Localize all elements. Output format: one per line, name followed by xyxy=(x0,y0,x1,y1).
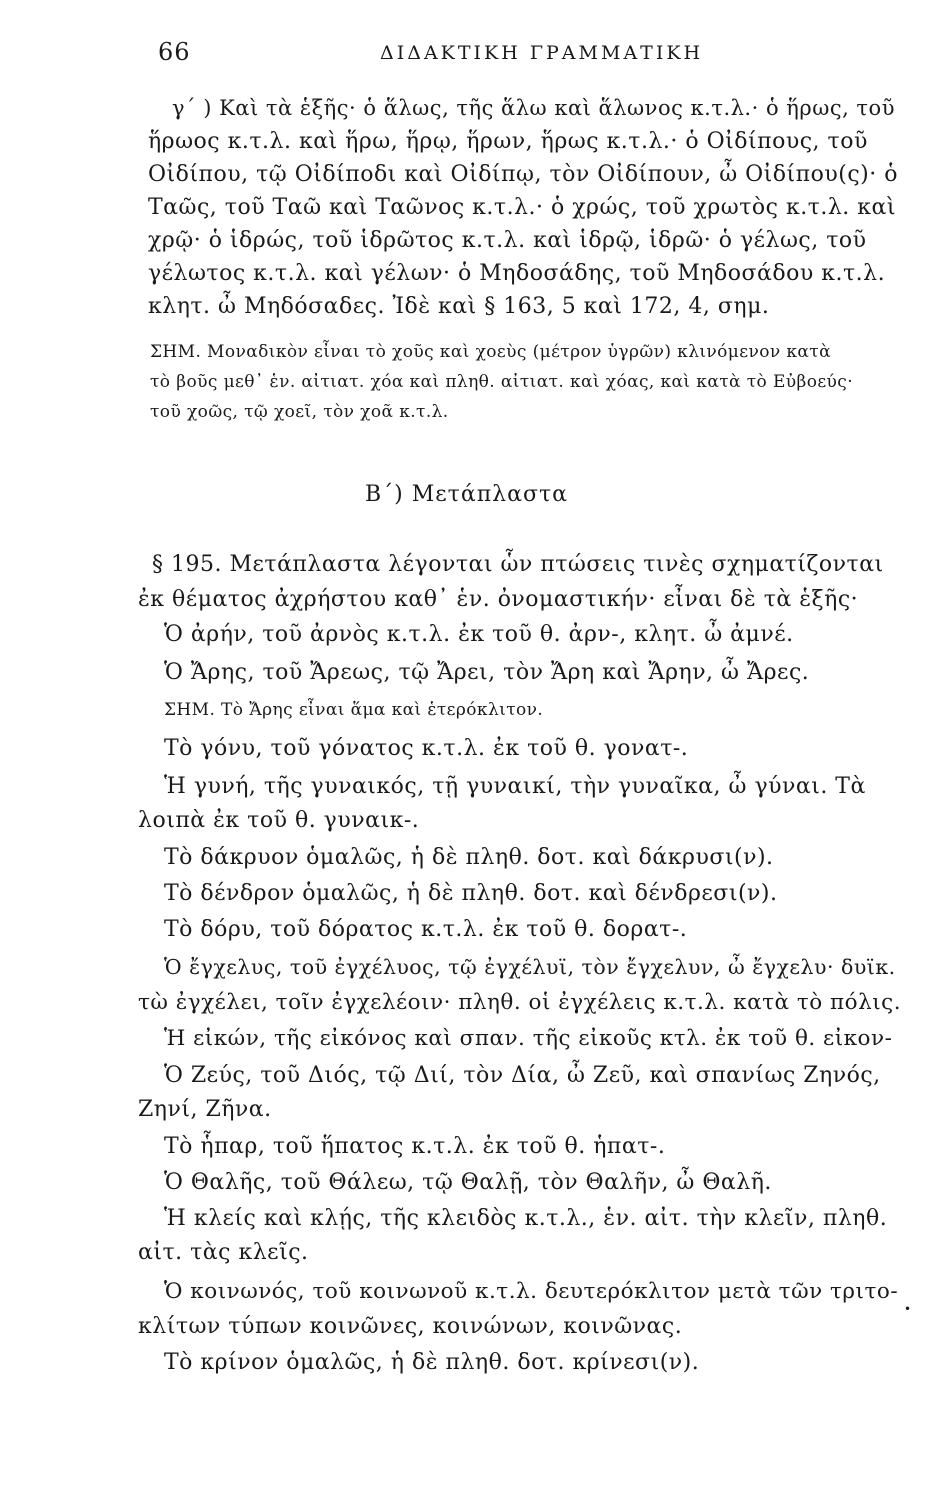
paragraph-line: ἐκ θέματος ἀχρήστου καθ᾽ ἑν. ὀνομαστικήν· εἶναι δὲ τὰ ἑξῆς· xyxy=(138,587,859,612)
entry-line: Ὁ Θαλῆς, τοῦ Θάλεω, τῷ Θαλῇ, τὸν Θαλῆν, ὦ Θαλῆ. xyxy=(164,1170,772,1195)
paragraph-line: Ὁ Ἄρης, τοῦ Ἄρεως, τῷ Ἄρει, τὸν Ἄρη καὶ Ἄρην, ὦ Ἄρες. xyxy=(164,660,810,685)
section-title: Β΄) Μετάπλαστα xyxy=(365,482,568,507)
note-line: ΣΗΜ. Τὸ Ἄρης εἶναι ἅμα καὶ ἑτερόκλιτον. xyxy=(164,700,544,720)
entry-line: Ὁ Ζεύς, τοῦ Διός, τῷ Διί, τὸν Δία, ὦ Ζεῦ, καὶ σπανίως Ζηνός, xyxy=(164,1063,881,1088)
text-line: γ΄ ) Καὶ τὰ ἑξῆς· ὁ ἅλως, τῆς ἅλω καὶ ἅλωνος κ.τ.λ.· ὁ ἥρως, τοῦ xyxy=(172,96,895,120)
running-title: ΔΙΔΑΚΤΙΚΗ ΓΡΑΜΜΑΤΙΚΗ xyxy=(380,42,704,64)
page-number: 66 xyxy=(158,38,191,66)
entry-line: Ζηνί, Ζῆνα. xyxy=(138,1097,272,1122)
entry-line: Τὸ δάκρυον ὁμαλῶς, ἡ δὲ πληθ. δοτ. καὶ δάκρυσι(ν). xyxy=(164,845,774,870)
text-line: ἥρωος κ.τ.λ. καὶ ἥρω, ἥρῳ, ἥρων, ἥρως κ.τ.λ.· ὁ Οἰδίπους, τοῦ xyxy=(148,129,868,154)
entry-line: Τὸ δένδρον ὁμαλῶς, ἡ δὲ πληθ. δοτ. καὶ δένδρεσι(ν). xyxy=(164,881,778,906)
paragraph-line: § 195. Μετάπλαστα λέγονται ὧν πτώσεις τινὲς σχηματίζονται xyxy=(152,552,884,577)
text-line: γέλωτος κ.τ.λ. καὶ γέλων· ὁ Μηδοσάδης, τοῦ Μηδοσάδου κ.τ.λ. xyxy=(148,261,886,286)
note-line: ΣΗΜ. Μοναδικὸν εἶναι τὸ χοῦς καὶ χοεὺς (μέτρον ὑγρῶν) κλινόμενον κατὰ xyxy=(150,342,831,362)
entry-line: αἰτ. τὰς κλεῖς. xyxy=(138,1240,309,1265)
paragraph-line: Ὁ ἀρήν, τοῦ ἀρνὸς κ.τ.λ. ἐκ τοῦ θ. ἀρν-, κλητ. ὦ ἀμνέ. xyxy=(164,622,794,647)
entry-line: Τὸ γόνυ, τοῦ γόνατος κ.τ.λ. ἐκ τοῦ θ. γονατ-. xyxy=(164,736,689,761)
entry-line: Ἡ εἰκών, τῆς εἰκόνος καὶ σπαν. τῆς εἰκοῦς κτλ. ἐκ τοῦ θ. εἰκον- xyxy=(164,1026,893,1051)
entry-line: κλίτων τύπων κοινῶνες, κοινώνων, κοινῶνας. xyxy=(138,1314,683,1339)
page-header xyxy=(0,38,933,78)
entry-line: Τὸ κρίνον ὁμαλῶς, ἡ δὲ πληθ. δοτ. κρίνεσι(ν). xyxy=(164,1350,700,1375)
entry-line: Τὸ ἧπαρ, τοῦ ἥπατος κ.τ.λ. ἐκ τοῦ θ. ἡπατ-. xyxy=(164,1134,666,1159)
note-line: τὸ βοῦς μεθ᾽ ἑν. αἰτιατ. χόα καὶ πληθ. αἰτιατ. καὶ χόας, καὶ κατὰ τὸ Εὐβοεύς· xyxy=(150,372,854,392)
entry-line: Ἡ κλείς καὶ κλῄς, τῆς κλειδὸς κ.τ.λ., ἑν. αἰτ. τὴν κλεῖν, πληθ. xyxy=(164,1206,888,1231)
text-line: χρῷ· ὁ ἱδρώς, τοῦ ἱδρῶτος κ.τ.λ. καὶ ἱδρῷ, ἱδρῶ· ὁ γέλως, τοῦ xyxy=(148,228,867,253)
entry-line: Ἡ γυνή, τῆς γυναικός, τῇ γυναικί, τὴν γυναῖκα, ὦ γύναι. Τὰ xyxy=(164,774,866,799)
entry-line: τὼ ἐγχέλει, τοῖν ἐγχελέοιν· πληθ. οἱ ἐγχέλεις κ.τ.λ. κατὰ τὸ πόλις. xyxy=(138,990,902,1015)
entry-line: λοιπὰ ἐκ τοῦ θ. γυναικ-. xyxy=(138,808,420,833)
margin-mark: • xyxy=(904,1302,912,1316)
text-line: κλητ. ὦ Μηδόσαδες. Ἰδὲ καὶ § 163, 5 καὶ 172, 4, σημ. xyxy=(148,294,770,319)
note-line: τοῦ χοῶς, τῷ χοεῖ, τὸν χοᾶ κ.τ.λ. xyxy=(150,402,449,422)
text-line: Ταῶς, τοῦ Ταῶ καὶ Ταῶνος κ.τ.λ.· ὁ χρώς, τοῦ χρωτὸς κ.τ.λ. καὶ xyxy=(148,195,897,220)
entry-line: Ὁ ἔγχελυς, τοῦ ἐγχέλυος, τῷ ἐγχέλυϊ, τὸν ἔγχελυν, ὦ ἔγχελυ· δυϊκ. xyxy=(164,955,896,979)
entry-line: Τὸ δόρυ, τοῦ δόρατος κ.τ.λ. ἐκ τοῦ θ. δορατ-. xyxy=(164,917,688,942)
entry-line: Ὁ κοινωνός, τοῦ κοινωνοῦ κ.τ.λ. δευτερόκλιτον μετὰ τῶν τριτο- xyxy=(164,1279,899,1304)
text-line: Οἰδίπου, τῷ Οἰδίποδι καὶ Οἰδίπῳ, τὸν Οἰδίπουν, ὦ Οἰδίπου(ς)· ὁ xyxy=(148,162,898,187)
